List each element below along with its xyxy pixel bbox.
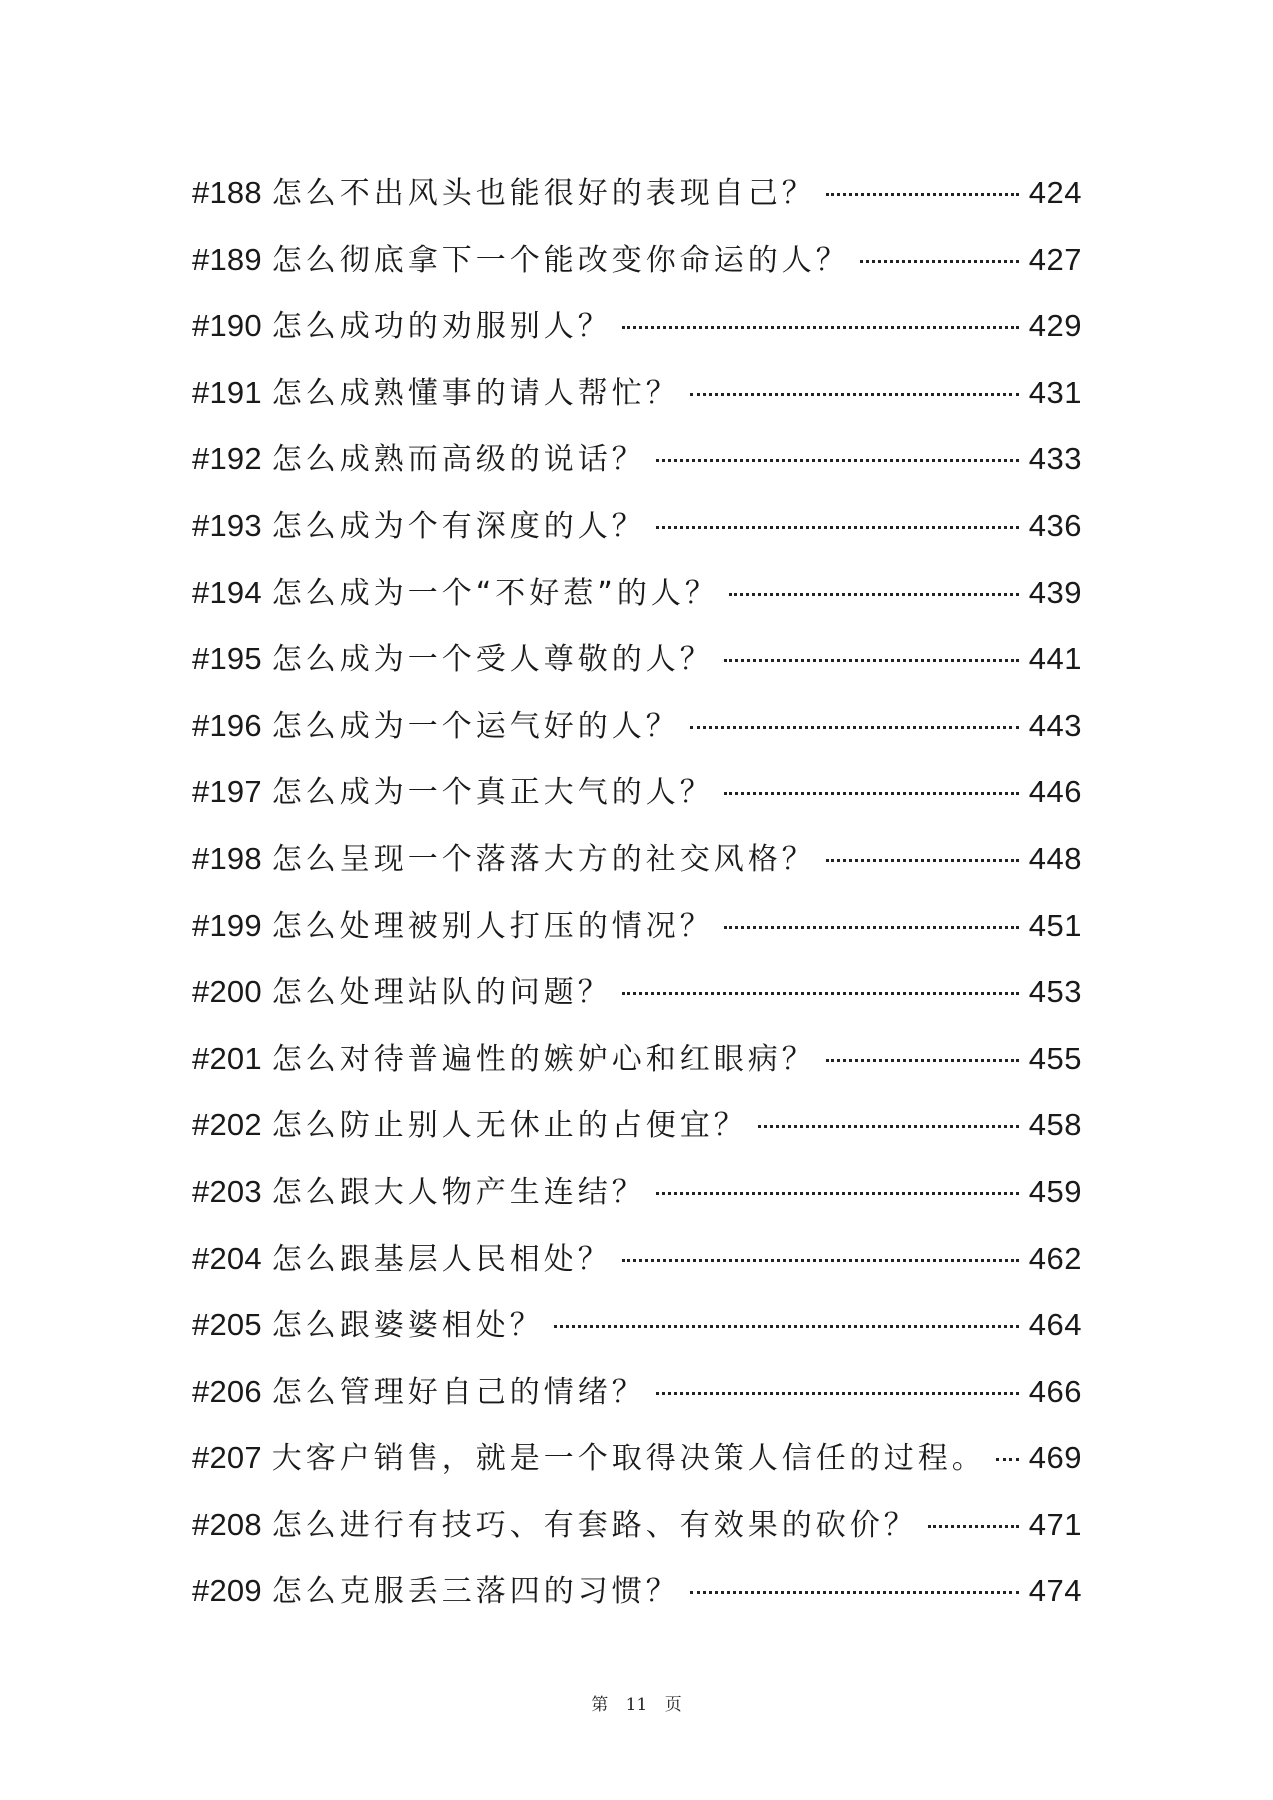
toc-entry-page: 427	[1028, 241, 1082, 277]
toc-entry-title: 怎么进行有技巧、有套路、有效果的砍价？	[271, 1507, 918, 1543]
dot-leader	[729, 593, 1019, 596]
dot-leader	[690, 1591, 1019, 1594]
dot-leader	[928, 1525, 1019, 1528]
toc-entry-title: 怎么对待普遍性的嫉妒心和红眼病？	[271, 1041, 816, 1077]
toc-entry[interactable]	[192, 1558, 1082, 1625]
dot-leader	[826, 1059, 1019, 1062]
dot-leader	[690, 393, 1019, 396]
toc-entry-page: 453	[1028, 974, 1082, 1010]
toc-entry-page: 446	[1028, 774, 1082, 810]
dot-leader	[724, 659, 1019, 662]
toc-entry-number: #206	[192, 1373, 262, 1409]
toc-entry-number: #194	[192, 574, 262, 610]
toc-entry[interactable]	[192, 227, 1082, 294]
toc-entry-title: 怎么成为一个“不好惹”的人？	[271, 575, 719, 611]
toc-entry-title: 怎么跟基层人民相处？	[271, 1241, 612, 1277]
toc-entry-number: #191	[192, 374, 262, 410]
toc-entry-page: 441	[1028, 641, 1082, 677]
footer-suffix: 页	[664, 1695, 682, 1715]
toc-entry-page: 462	[1028, 1240, 1082, 1276]
toc-entry-title: 怎么成为一个真正大气的人？	[271, 775, 714, 811]
dot-leader	[656, 1392, 1019, 1395]
toc-entry[interactable]	[192, 626, 1082, 693]
toc-entry-number: #209	[192, 1573, 262, 1609]
toc-entry-number: #195	[192, 641, 262, 677]
toc-entry-title: 怎么成为个有深度的人？	[271, 508, 646, 544]
dot-leader	[622, 992, 1019, 995]
toc-entry-title: 怎么处理站队的问题？	[271, 975, 612, 1011]
toc-entry[interactable]	[192, 1092, 1082, 1159]
toc-entry-number: #202	[192, 1107, 262, 1143]
toc-entry[interactable]	[192, 1292, 1082, 1359]
toc-entry-title: 怎么成为一个运气好的人？	[271, 708, 680, 744]
footer-page-number: 11	[625, 1695, 648, 1715]
toc-entry-page: 424	[1028, 175, 1082, 210]
toc-entry-number: #201	[192, 1040, 262, 1076]
toc-entry-title: 怎么彻底拿下一个能改变你命运的人？	[271, 242, 850, 278]
toc-entry-title: 怎么跟大人物产生连结？	[271, 1174, 646, 1210]
toc-entry-page: 433	[1028, 441, 1082, 477]
toc-entry-number: #189	[192, 241, 262, 277]
toc-entry-number: #205	[192, 1307, 262, 1343]
toc-entry[interactable]	[192, 426, 1082, 493]
dot-leader	[826, 859, 1019, 862]
toc-entry-title: 怎么成熟懂事的请人帮忙？	[271, 375, 680, 411]
toc-entry[interactable]	[192, 1425, 1082, 1492]
toc-entry-page: 451	[1028, 907, 1082, 943]
toc-entry[interactable]	[192, 493, 1082, 560]
dot-leader	[724, 926, 1019, 929]
toc-entry-title: 怎么成功的劝服别人？	[271, 309, 612, 345]
toc-entry[interactable]	[192, 893, 1082, 960]
dot-leader	[826, 193, 1019, 196]
toc-entry[interactable]	[192, 759, 1082, 826]
toc-entry-page: 439	[1028, 574, 1082, 610]
toc-entry-number: #204	[192, 1240, 262, 1276]
toc-entry-page: 443	[1028, 707, 1082, 743]
toc-entry-number: #208	[192, 1506, 262, 1542]
toc-entry-page: 431	[1028, 374, 1082, 410]
toc-entry-page: 455	[1028, 1040, 1082, 1076]
toc-entry[interactable]	[192, 360, 1082, 427]
toc-entry-number: #193	[192, 507, 262, 543]
toc-entry-page: 466	[1028, 1373, 1082, 1409]
toc-entry[interactable]	[192, 1226, 1082, 1293]
toc-entry[interactable]	[192, 826, 1082, 893]
toc-entry-page: 471	[1028, 1506, 1082, 1542]
toc-entry-title: 大客户销售，就是一个取得决策人信任的过程。	[271, 1441, 986, 1477]
dot-leader	[554, 1325, 1019, 1328]
toc-entry[interactable]	[192, 293, 1082, 360]
toc-entry-page: 448	[1028, 840, 1082, 876]
footer-prefix: 第	[591, 1695, 609, 1715]
dot-leader	[656, 459, 1019, 462]
page-footer	[0, 1690, 1273, 1715]
toc-entry-page: 469	[1028, 1440, 1082, 1476]
toc-entry-title: 怎么成熟而高级的说话？	[271, 442, 646, 478]
dot-leader	[690, 726, 1019, 729]
toc-entry-page: 458	[1028, 1107, 1082, 1143]
toc-entry-number: #200	[192, 974, 262, 1010]
dot-leader	[656, 1192, 1019, 1195]
toc-entry-title: 怎么呈现一个落落大方的社交风格？	[271, 841, 816, 877]
toc-entry-title: 怎么克服丢三落四的习惯？	[271, 1574, 680, 1610]
toc-entry-number: #192	[192, 441, 262, 477]
toc-entry-page: 429	[1028, 308, 1082, 344]
toc-entry-number: #188	[192, 175, 262, 210]
toc-entry-title: 怎么处理被别人打压的情况？	[271, 908, 714, 944]
toc-entry[interactable]	[192, 693, 1082, 760]
toc-entry[interactable]	[192, 1026, 1082, 1093]
toc-entry[interactable]	[192, 560, 1082, 627]
toc-entry[interactable]	[192, 1492, 1082, 1559]
dot-leader	[758, 1125, 1019, 1128]
toc-entry-number: #203	[192, 1173, 262, 1209]
toc-entry[interactable]	[192, 1159, 1082, 1226]
toc-entry-title: 怎么成为一个受人尊敬的人？	[271, 642, 714, 678]
toc-entry-page: 436	[1028, 507, 1082, 543]
toc-entry-number: #197	[192, 774, 262, 810]
toc-entry-number: #196	[192, 707, 262, 743]
table-of-contents	[192, 160, 1082, 1625]
dot-leader	[622, 1259, 1019, 1262]
toc-entry-number: #199	[192, 907, 262, 943]
toc-entry-page: 474	[1028, 1573, 1082, 1609]
dot-leader	[622, 326, 1019, 329]
toc-entry[interactable]	[192, 959, 1082, 1026]
toc-entry-title: 怎么不出风头也能很好的表现自己？	[271, 176, 816, 211]
dot-leader	[656, 526, 1019, 529]
toc-entry-number: #207	[192, 1440, 262, 1476]
toc-entry-page: 459	[1028, 1173, 1082, 1209]
toc-entry-number: #190	[192, 308, 262, 344]
dot-leader	[724, 792, 1019, 795]
dot-leader	[996, 1458, 1019, 1461]
toc-entry-title: 怎么管理好自己的情绪？	[271, 1374, 646, 1410]
toc-entry-title: 怎么防止别人无休止的占便宜？	[271, 1108, 748, 1144]
toc-entry[interactable]	[192, 160, 1082, 227]
dot-leader	[860, 260, 1019, 263]
toc-entry-title: 怎么跟婆婆相处？	[271, 1308, 544, 1344]
toc-entry[interactable]	[192, 1359, 1082, 1426]
toc-entry-page: 464	[1028, 1307, 1082, 1343]
toc-entry-number: #198	[192, 840, 262, 876]
